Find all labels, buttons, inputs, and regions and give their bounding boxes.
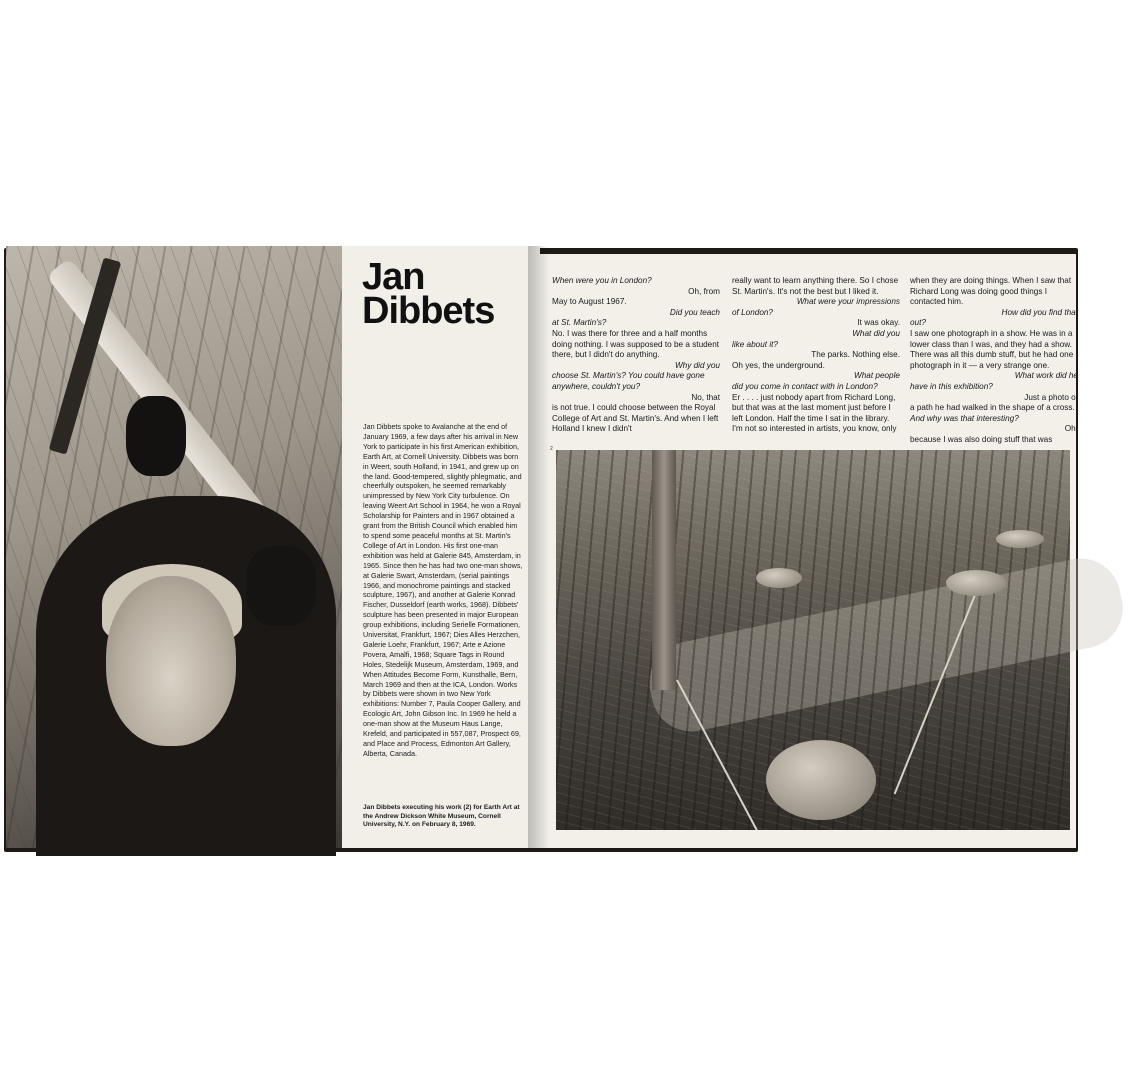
rock-large [766, 740, 876, 820]
interview-answer: I saw one photograph in a show. He was in a lower class than I was, and they had a show. There was all this dumb stuff, but he had one photograph in it — a very strange one. [910, 328, 1074, 370]
right-page [528, 254, 1076, 848]
artist-bio: Jan Dibbets spoke to Avalanche at the end of January 1969, a few days after his arrival in New York to participate in his first American exhibition, Earth Art, at Cornell University. Dibbets was born in Weert, south Holland, in 1941, and grew up on the land. Good-tempered, slightly phlegmatic, and cheerfully outspoken, he seemed remarkably unimpressed by New York City turbulence. On leaving Weert Art School in 1964, he won a Royal Scholarship for Painters and in 1967 obtained a grant from the British Council which enabled him to spend some peaceful months at St. Martin's College of Art in London. His first one-man exhibition was held at Galerie 845, Amsterdam, in 1965. Since then he has had two one-man shows, at Galerie Swart, Amsterdam, (serial paintings 1966, and monochrome paintings and stacked sculpture, 1967), and another at Galerie Konrad Fischer, Dusseldorf (earth works, 1968). Dibbets' sculpture has been presented in major European group exhibitions, including Serielle Formationen, Universitat, Frankfurt, 1967; Dies Alles Herzchen, Galerie Loehr, Frankfurt, 1967; Arte e Azione Povera, Amalfi, 1968; Square Tags in Round Holes, Stedelijk Museum, Amsterdam, 1969, and When Attitudes Become Form, Kunsthalle, Bern, March 1969 and then at the ICA, London. Works by Dibbets were shown in two New York exhibitions: Number 7, Paula Cooper Gallery, and Ecologic Art, John Gibson Inc. In 1969 he held a one-man show at the Museum Haus Lange, Krefeld, and participated in 557,087, Prospect 69, and Place and Process, Edmonton Art Gallery, Alberta, Canada. [363, 422, 523, 758]
tree-trunk [652, 450, 676, 690]
interview-answer: Oh, from [688, 286, 720, 296]
interview-answer: No. I was there for three and a half months doing nothing. I was supposed to be a student there, but I didn't do anything. [552, 328, 720, 360]
page-number: 2 [550, 446, 553, 452]
glove-left [126, 396, 186, 476]
interview-answer: May to August 1967. [552, 297, 627, 307]
interview-column-3 [910, 276, 1078, 446]
interview-question: Why did you [674, 360, 720, 370]
interview-question: like about it? [732, 339, 778, 349]
interview-answer: is not true. I could choose between the Royal College of Art and St. Martin's. And when I left Holland I knew I didn't [552, 403, 719, 434]
title-line-1: Jan [362, 256, 425, 298]
interview-question: What did you [852, 328, 900, 338]
interview-answer: Er . . . . just nobody apart from Richard Long, but that was at the last moment just before I left London. Half the time I sat in the library. I'm not so interested in artists, you know, only [732, 392, 897, 434]
interview-question: How did you find that [1001, 307, 1078, 317]
interview-answer: because I was also doing stuff that was [910, 434, 1053, 444]
interview-answer: really want to learn anything there. So I chose St. Martin's. It's not the best but I liked it. [732, 276, 899, 296]
interview-question: What were your impressions [796, 297, 900, 307]
interview-column-2 [732, 276, 900, 435]
photo-caption: Jan Dibbets executing his work (2) for Earth Art at the Andrew Dickson White Museum, Cornell University, N.Y. on February 8, 1969. [363, 804, 520, 829]
artist-photo [6, 246, 342, 848]
interview-question: When were you in London? [552, 276, 652, 285]
interview-answer: Just a photo of [1024, 392, 1078, 402]
interview-question: Did you teach [669, 307, 720, 317]
earthwork-photo [556, 450, 1070, 830]
interview-answer: when they are doing things. When I saw that Richard Long was doing good things I contacted him. [910, 276, 1072, 307]
interview-question: And why was that interesting? [910, 413, 1019, 423]
interview-question: have in this exhibition? [910, 381, 993, 391]
book-gutter [528, 246, 550, 848]
interview-answer: Oh, [1064, 424, 1078, 434]
rock-small [756, 568, 802, 588]
interview-question: What work did he [1014, 371, 1078, 381]
rock-small [946, 570, 1006, 596]
interview-question: of London? [732, 307, 773, 317]
interview-answer: Oh yes, the underground. [732, 360, 825, 370]
interview-question: out? [910, 318, 926, 328]
interview-answer: No, that [691, 392, 720, 402]
glove-right [246, 546, 316, 626]
interview-answer: It was okay. [857, 318, 900, 328]
artist-face [106, 576, 236, 746]
interview-answer: The parks. Nothing else. [811, 350, 900, 360]
interview-question: choose St. Martin's? You could have gone anywhere, couldn't you? [552, 371, 705, 391]
interview-question: What people [854, 371, 900, 381]
interview-column-1 [552, 276, 720, 435]
interview-question: did you come in contact with in London? [732, 381, 878, 391]
interview-answer: a path he had walked in the shape of a cross. [910, 403, 1075, 413]
interview-question: at St. Martin's? [552, 318, 607, 328]
article-title [362, 256, 532, 332]
rock-small [996, 530, 1044, 548]
left-page [6, 246, 540, 848]
title-line-2: Dibbets [362, 290, 495, 332]
